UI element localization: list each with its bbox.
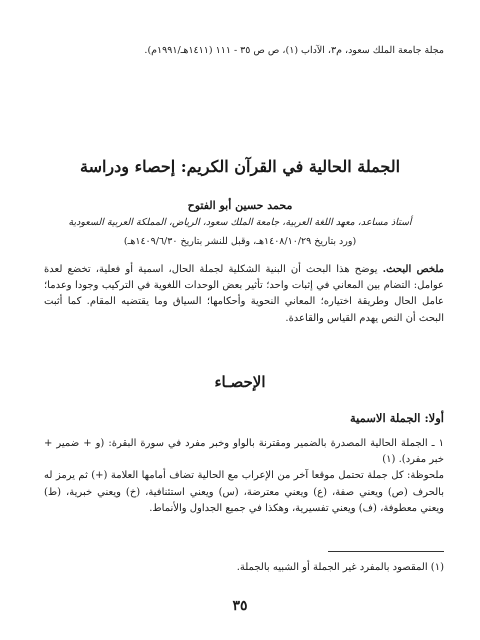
page-number: ٣٥ [232, 598, 248, 614]
submission-dates: (ورد بتاريخ ١٤٠٨/١٠/٢٩هـ، وقبل للنشر بتاريخ ١٤٠٩/٦/٣٠هـ) [123, 236, 357, 247]
journal-citation: مجلة جامعة الملك سعود، م٣، الآداب (١)، ص ص ٣٥ - ١١١ (١٤١١هـ/١٩٩١م). [144, 45, 444, 56]
author-name: محمد حسين أبو الفتوح [187, 199, 293, 212]
item-one: ١ ـ الجملة الحالية المصدرة بالضمير ومقترنة بالواو وخبر مفرد في سورة البقرة: (و + ضمير + خبر مفرد). (١) [44, 438, 444, 466]
footnote-divider [328, 551, 444, 552]
abstract-text: يوضح هذا البحث أن البنية الشكلية لجملة الحال، اسمية أو فعلية، تخضع لعدة عوامل: التضام بين المعاني في إثبات واحد؛ تأثير بعض الوحدات اللغوية في التركيب وجودا وعدما؛ عامل الحال وطريقة اختياره؛ المعاني النحوية وأحكامها؛ السياق وما يقتضيه المقام. كما أثبت البحث أن النص يهدم القياس والقاعدة. [44, 264, 444, 324]
note-paragraph: ملحوظة: كل جملة تحتمل موقعا آخر من الإعراب مع الحالية تضاف أمامها العلامة (+) ثم يرمز له بالحرف (ص) ويعني صفة، (ع) ويعني معترضة، (س) ويعني استئنافية، (خ) ويعني خبرية، (ط) ويعني معطوفة، (ف) ويعني تفسيرية، وهكذا في جميع الجداول والأنماط. [44, 470, 444, 514]
section-title: الإحصـاء [214, 373, 266, 391]
article-title: الجملة الحالية في القرآن الكريم: إحصاء ودراسة [79, 157, 401, 176]
abstract-paragraph [44, 262, 444, 327]
author-affiliation: أستاذ مساعد، معهد اللغة العربية، جامعة الملك سعود، الرياض، المملكة العربية السعودية [68, 217, 412, 228]
abstract-lead: ملخص البحث. [382, 264, 444, 275]
section-body [44, 436, 444, 517]
section-subheading: أولا: الجملة الاسمية [350, 411, 444, 425]
footnote: (١) المقصود بالمفرد غير الجملة أو الشبيه بالجملة. [236, 562, 444, 573]
